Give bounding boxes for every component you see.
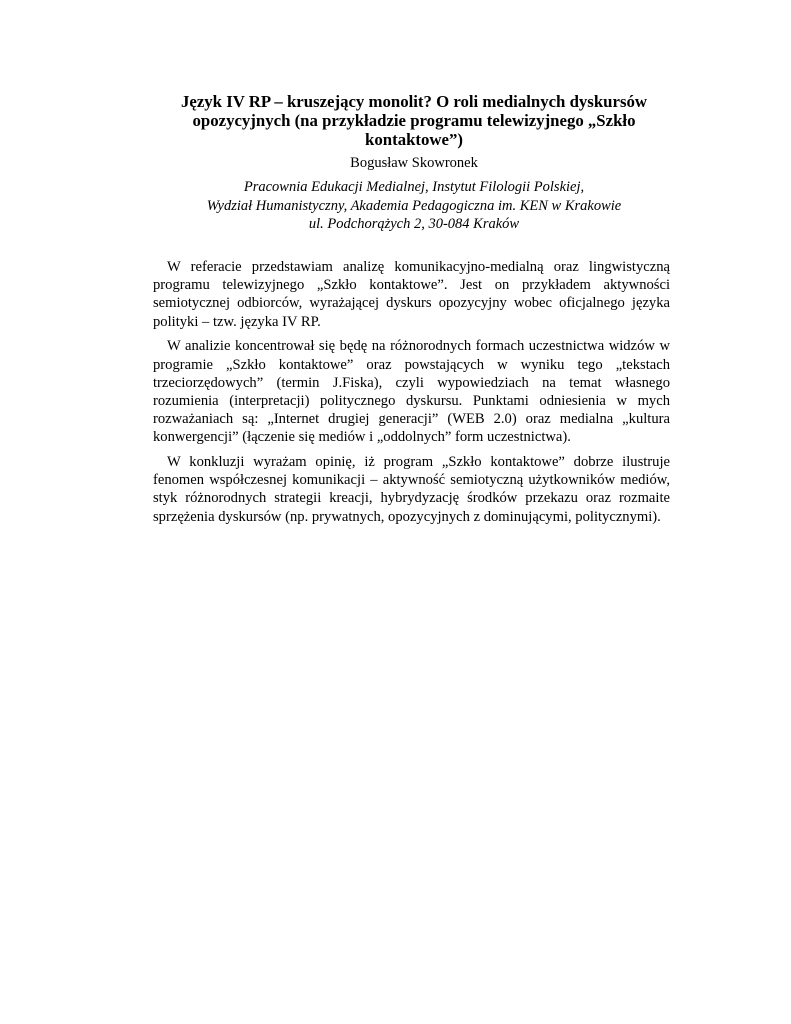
affiliation-line: ul. Podchorążych 2, 30-084 Kraków (308, 216, 520, 232)
author-affiliation (150, 178, 678, 234)
author-name: Bogusław Skowronek (350, 155, 478, 171)
abstract-paragraph: W konkluzji wyrażam opinię, iż program „Szkło kontaktowe” dobrze ilustruje fenomen współczesnej komunikacji – aktywność semiotyczną użytkowników mediów, styk różnorodnych strategii kreacji, hybrydyzację środków przekazu oraz rozmaite sprzężenia dyskursów (np. prywatnych, opozycyjnych z dominującymi, politycznymi). (153, 454, 670, 525)
abstract-paragraph: W analizie koncentrował się będę na różnorodnych formach uczestnictwa widzów w programie „Szkło kontaktowe” oraz powstających w wyniku tego „tekstach trzeciorzędowych” (termin J.Fiska), czyli wypowiedziach na temat własnego rozumienia (interpretacji) politycznego dyskursu. Punktami odniesienia w mych rozważaniach są: „Internet drugiej generacji” (WEB 2.0) oraz medialna „kultura konwergencji” (łączenie się mediów i „oddolnych” form uczestnictwa). (153, 338, 670, 446)
affiliation-line: Wydział Humanistyczny, Akademia Pedagogiczna im. KEN w Krakowie (206, 197, 622, 214)
paper-title: Język IV RP – kruszejący monolit? O roli medialnych dyskursów opozycyjnych (na przykładzie programu telewizyjnego „Szkło kontaktowe”) (180, 92, 647, 149)
abstract-body (153, 258, 670, 532)
affiliation-line: Pracownia Edukacji Medialnej, Instytut Filologii Polskiej, (243, 179, 585, 195)
paper-header (150, 92, 678, 234)
abstract-paragraph: W referacie przedstawiam analizę komunikacyjno-medialną oraz lingwistyczną programu telewizyjnego „Szkło kontaktowe”. Jest on przykładem aktywności semiotycznej odbiorców, wyrażającej dyskurs opozycyjny wobec oficjalnego języka polityki – tzw. języka IV RP. (153, 259, 670, 330)
